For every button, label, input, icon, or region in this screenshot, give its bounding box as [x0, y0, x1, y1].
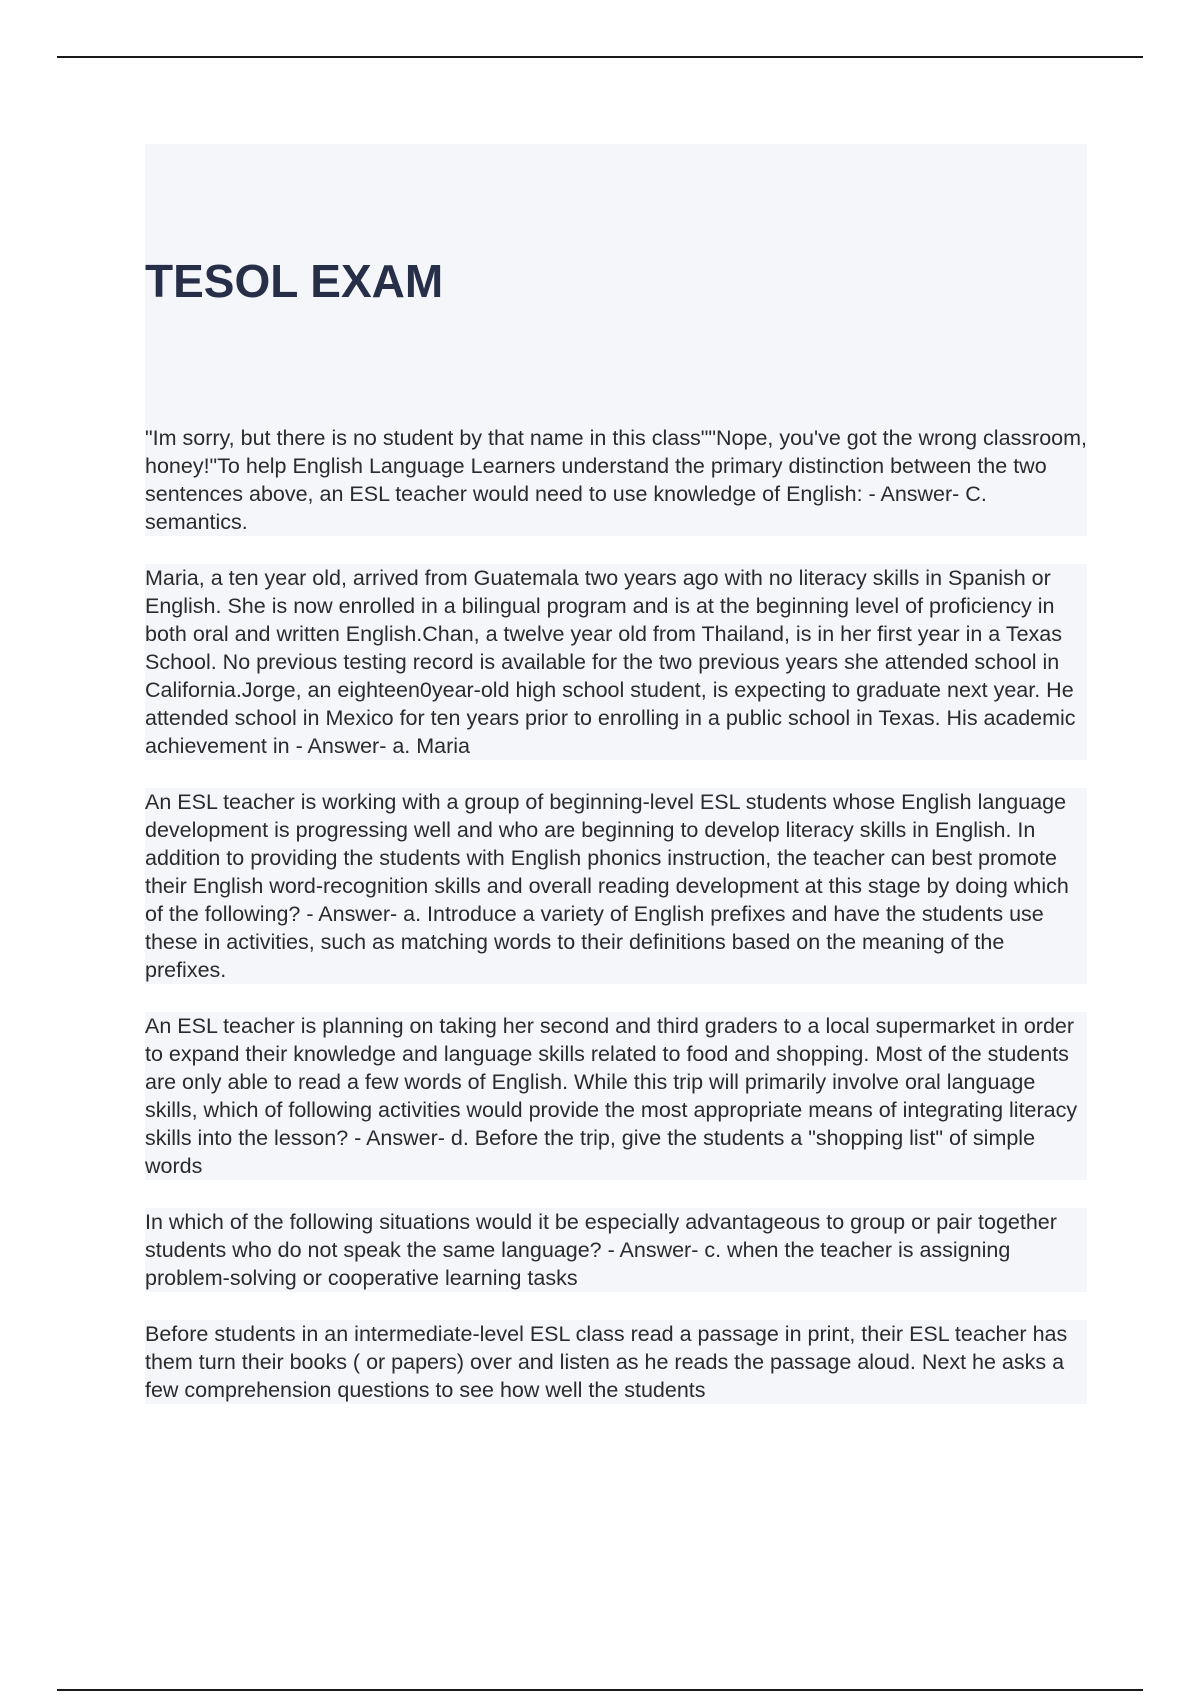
- question-answer-entry: Before students in an intermediate-level ESL class read a passage in print, their ESL teacher has them turn their books ( or papers) over and listen as he reads the passage aloud. Next he asks a few comprehension questions to see how well the students: [145, 1320, 1087, 1404]
- question-answer-entry: An ESL teacher is planning on taking her second and third graders to a local supermarket in order to expand their knowledge and language skills related to food and shopping. Most of the students are only able to read a few words of English. While this trip will primarily involve oral language skills, which of following activities would provide the most appropriate means of integrating literacy skills into the lesson? - Answer- d. Before the trip, give the students a "shopping list" of simple words: [145, 1012, 1087, 1180]
- top-rule: [57, 56, 1143, 58]
- question-answer-entry: Maria, a ten year old, arrived from Guatemala two years ago with no literacy skills in Spanish or English. She is now enrolled in a bilingual program and is at the beginning level of proficiency in both oral and written English.Chan, a twelve year old from Thailand, is in her first year in a Texas School. No previous testing record is available for the two previous years she attended school in California.Jorge, an eighteen0year-old high school student, is expecting to graduate next year. He attended school in Mexico for ten years prior to enrolling in a public school in Texas. His academic achievement in - Answer- a. Maria: [145, 564, 1087, 760]
- question-answer-entry: An ESL teacher is working with a group of beginning-level ESL students whose English language development is progressing well and who are beginning to develop literacy skills in English. In addition to providing the students with English phonics instruction, the teacher can best promote their English word-recognition skills and overall reading development at this stage by doing which of the following? - Answer- a. Introduce a variety of English prefixes and have the students use these in activities, such as matching words to their definitions based on the meaning of the prefixes.: [145, 788, 1087, 984]
- document-body: [145, 424, 1087, 1432]
- title-block: [145, 144, 1087, 424]
- bottom-rule: [57, 1689, 1143, 1691]
- question-answer-entry: In which of the following situations would it be especially advantageous to group or pair together students who do not speak the same language? - Answer- c. when the teacher is assigning problem-solving or cooperative learning tasks: [145, 1208, 1087, 1292]
- question-answer-entry: "Im sorry, but there is no student by that name in this class""Nope, you've got the wrong classroom, honey!"To help English Language Learners understand the primary distinction between the two sentences above, an ESL teacher would need to use knowledge of English: - Answer- C. semantics.: [145, 426, 1087, 534]
- page-title: TESOL EXAM: [145, 255, 444, 307]
